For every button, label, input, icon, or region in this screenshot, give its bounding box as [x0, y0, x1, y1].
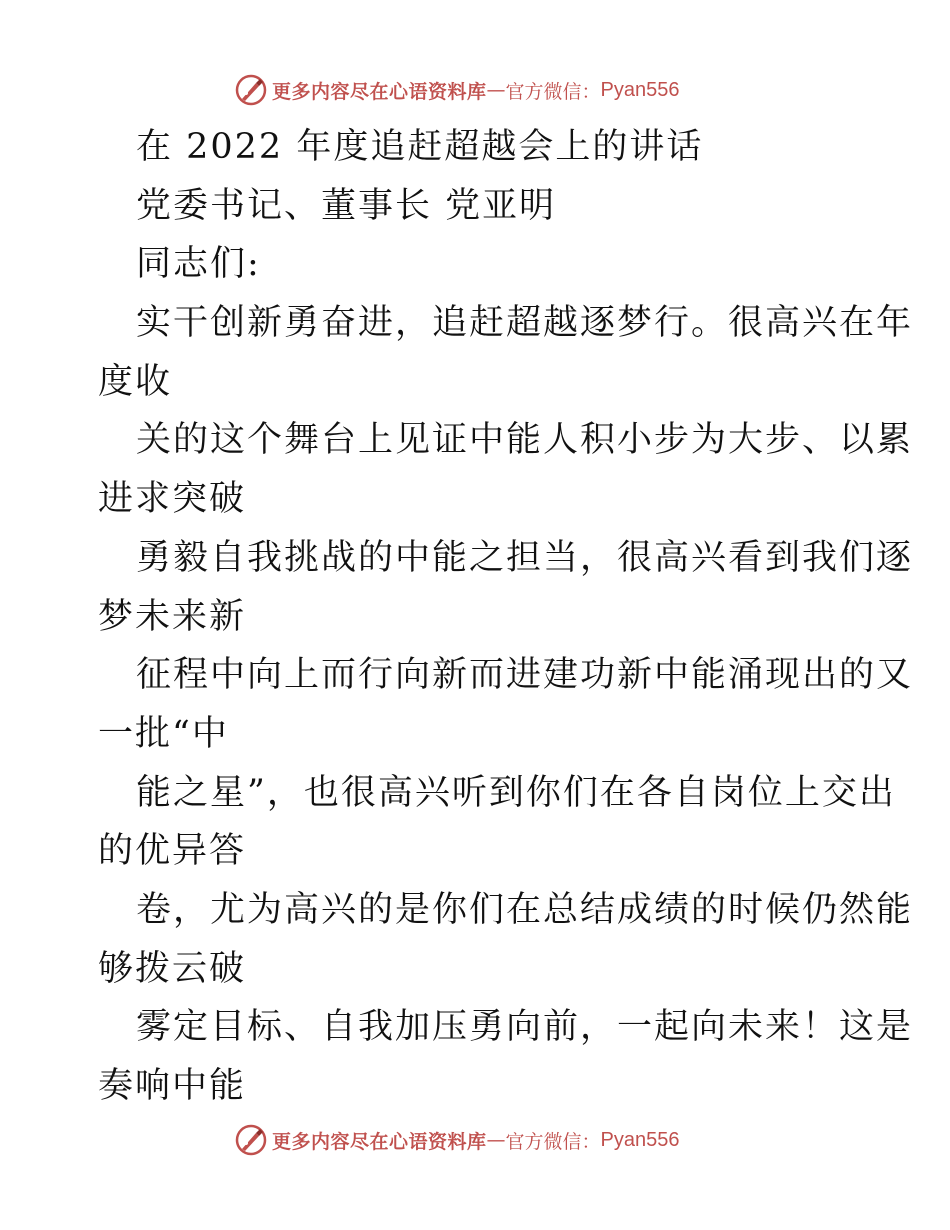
text-line: 征程中向上而行向新而进建功新中能涌现出的又 [136, 655, 914, 696]
text-line: 关的这个舞台上见证中能人积小步为大步、以累 [136, 420, 914, 461]
watermark-header [234, 72, 680, 108]
text-line: 进求突破 [98, 479, 247, 520]
text-line: 的优异答 [98, 831, 247, 872]
watermark-wechat-label: 官方微信： [505, 1130, 601, 1153]
pen-logo-icon [234, 1123, 268, 1157]
watermark-wechat-label: 官方微信： [505, 80, 601, 103]
text-line: 够拨云破 [98, 948, 247, 989]
document-title: 在 2022 年度追赶超越会上的讲话 [136, 127, 704, 167]
text-line: 雾定目标、自我加压勇向前，一起向未来！这是 [136, 1007, 914, 1048]
watermark-separator: — [486, 79, 506, 101]
text-line: 卷，尤为高兴的是你们在总结成绩的时候仍然能 [136, 889, 914, 930]
watermark-separator: — [486, 1129, 506, 1151]
speaker-line: 党委书记、董事长 党亚明 [136, 185, 557, 226]
watermark-text: 更多内容尽在心语资料库 [272, 1130, 487, 1153]
pen-logo-icon [234, 73, 268, 107]
watermark-wechat-id: Pyan556 [600, 78, 680, 101]
salutation: 同志们: [136, 244, 261, 285]
watermark-text: 更多内容尽在心语资料库 [272, 80, 487, 103]
text-line: 梦未来新 [98, 596, 247, 637]
text-line: 勇毅自我挑战的中能之担当，很高兴看到我们逐 [136, 537, 914, 578]
text-line: 实干创新勇奋进，追赶超越逐梦行。很高兴在年 [136, 303, 914, 344]
document-body [98, 118, 914, 1116]
watermark-footer [234, 1122, 680, 1158]
text-line: 一批“中 [98, 713, 229, 754]
text-line: 能之星”，也很高兴听到你们在各自岗位上交出 [136, 772, 896, 813]
text-line: 奏响中能 [98, 1066, 247, 1106]
text-line: 度收 [98, 361, 173, 402]
watermark-wechat-id: Pyan556 [600, 1128, 680, 1151]
